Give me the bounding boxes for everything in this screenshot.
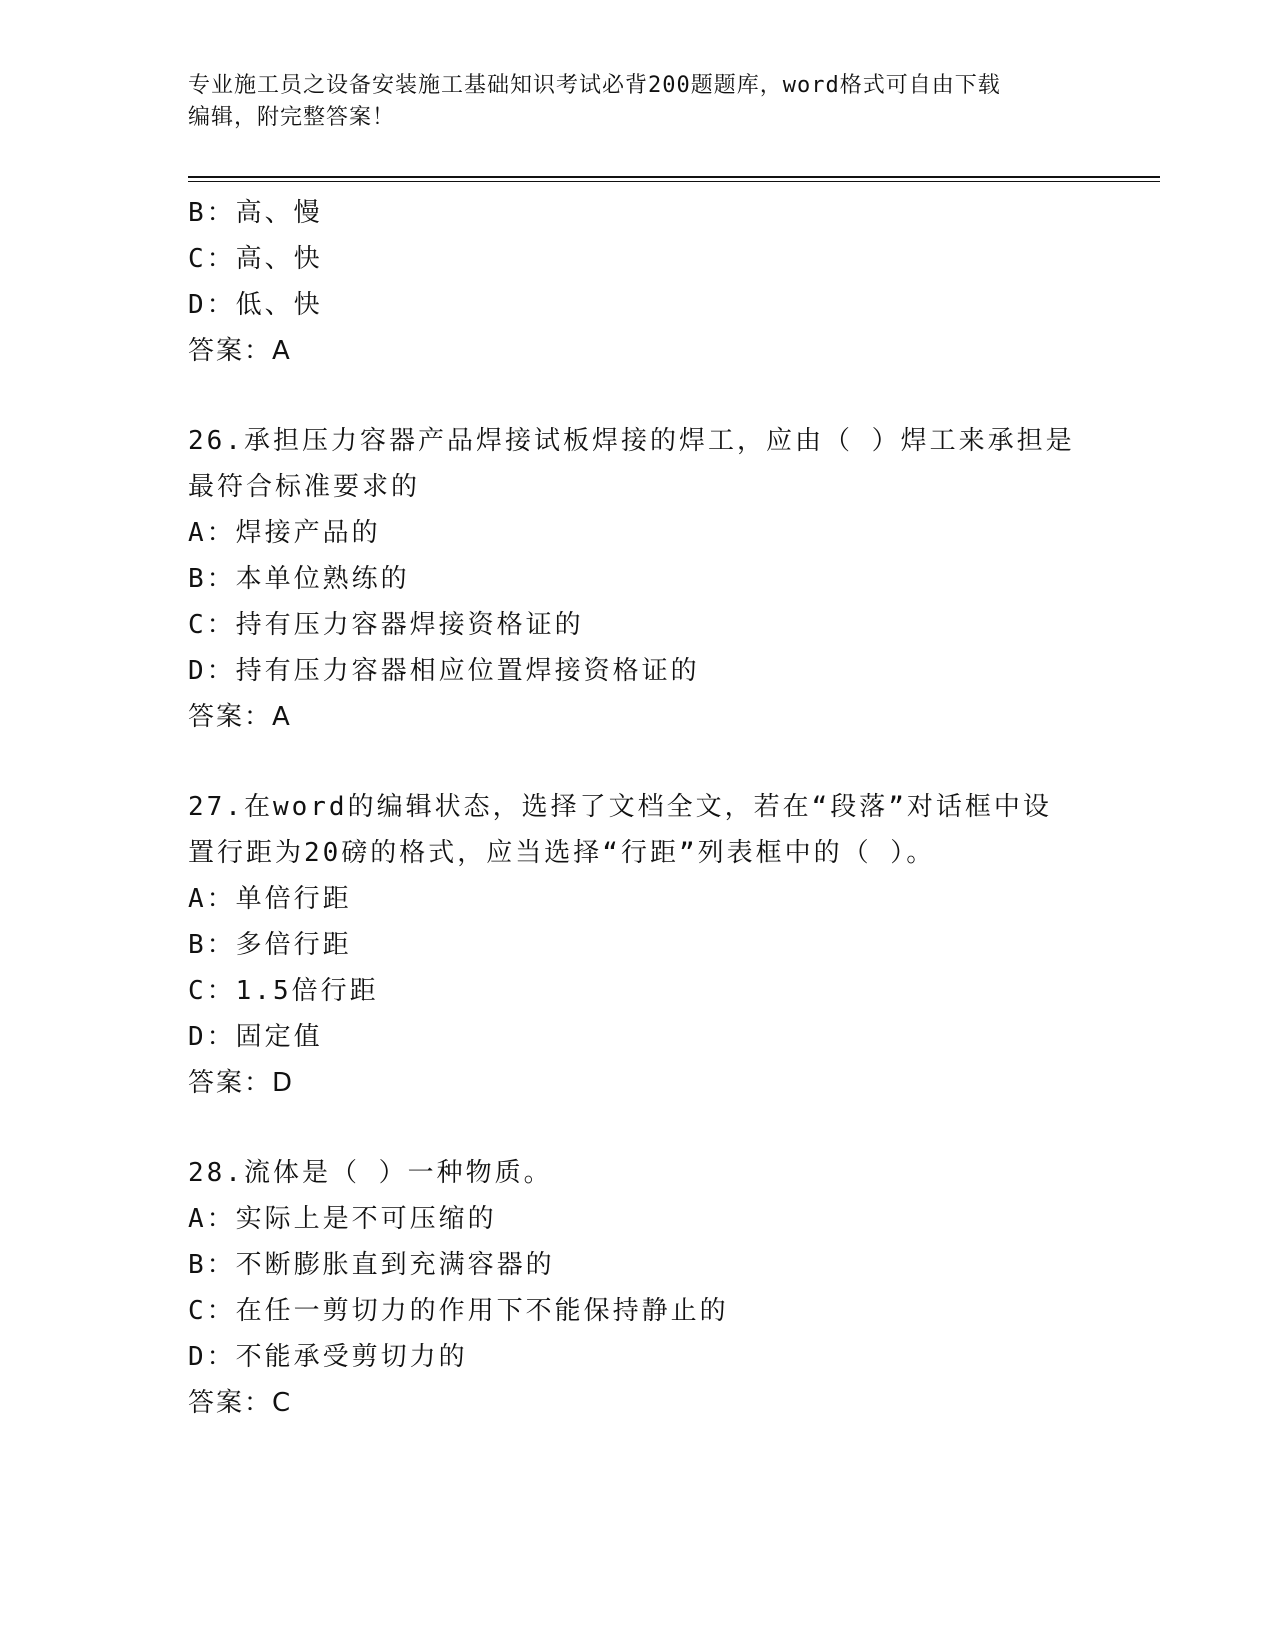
option-a: A：实际上是不可压缩的 [188,1204,497,1234]
question-block-28 [188,1150,1108,1426]
question-block-27 [188,784,1108,1106]
option-c: C：高、快 [188,244,323,274]
spacer [188,740,1108,784]
option-b: B：高、慢 [188,198,323,228]
option-d: D：低、快 [188,290,323,320]
document-body [188,190,1108,1426]
question-stem: 27.在word的编辑状态，选择了文档全文，若在“段落”对话框中设 [188,792,1052,822]
option-c: C：1.5倍行距 [188,976,379,1006]
question-stem: 置行距为20磅的格式，应当选择“行距”列表框中的（ ）。 [188,838,936,868]
question-stem: 26.承担压力容器产品焊接试板焊接的焊工，应由（ ）焊工来承担是 [188,426,1075,456]
header-rule-thick [188,176,1160,178]
option-c: C：在任一剪切力的作用下不能保持静止的 [188,1296,729,1326]
option-d: D：持有压力容器相应位置焊接资格证的 [188,656,700,686]
option-d: D：不能承受剪切力的 [188,1342,468,1372]
spacer [188,374,1108,418]
answer-line: 答案：C [188,1388,293,1418]
header-line-1: 专业施工员之设备安装施工基础知识考试必背200题题库，word格式可自由下载 [188,73,1001,98]
spacer [188,1106,1108,1150]
option-c: C：持有压力容器焊接资格证的 [188,610,584,640]
option-b: B：多倍行距 [188,930,352,960]
question-stem: 最符合标准要求的 [188,472,421,502]
question-block-prev [188,190,1108,374]
option-a: A：焊接产品的 [188,518,381,548]
header-rule-thin [188,181,1160,182]
answer-line: 答案：A [188,702,292,732]
question-stem: 28.流体是（ ）一种物质。 [188,1158,553,1188]
answer-line: 答案：D [188,1068,295,1098]
option-d: D：固定值 [188,1022,323,1052]
option-a: A：单倍行距 [188,884,352,914]
answer-line: 答案：A [188,336,292,366]
header-line-2: 编辑，附完整答案！ [188,105,396,130]
option-b: B：本单位熟练的 [188,564,410,594]
question-block-26 [188,418,1108,740]
option-b: B：不断膨胀直到充满容器的 [188,1250,555,1280]
document-header [188,70,1088,134]
